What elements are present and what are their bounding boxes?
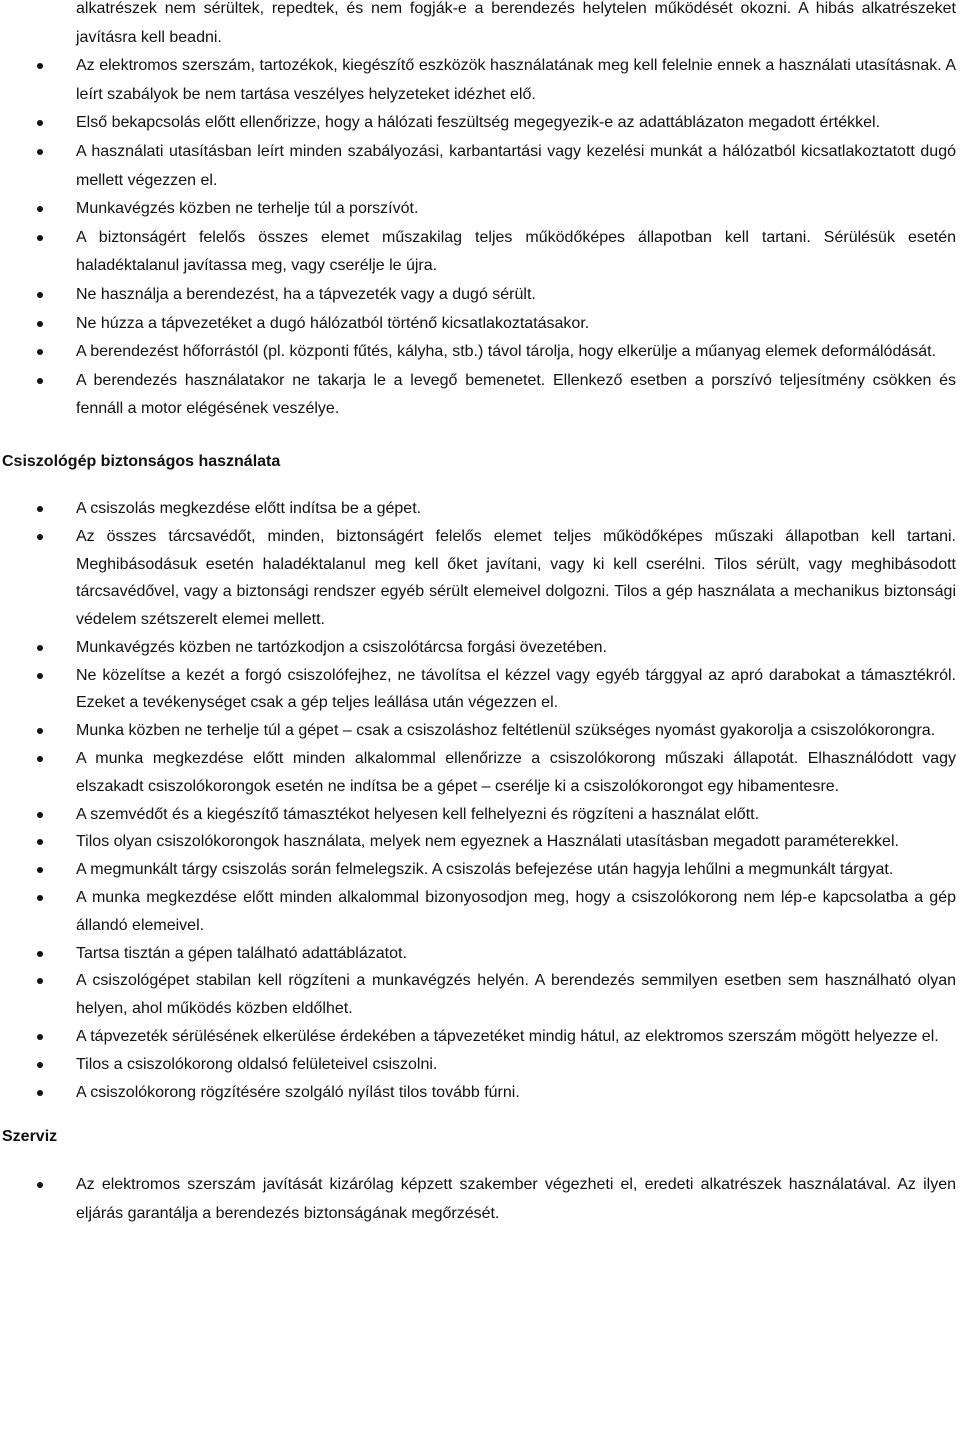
bullet-icon xyxy=(37,1090,43,1096)
list-item xyxy=(0,856,960,884)
list-item-text: A szemvédőt és a kiegészítő támasztékot helyesen kell felhelyezni és rögzíteni a használat előtt. xyxy=(76,805,760,823)
list-item-text: A használati utasításban leírt minden szabályozási, karbantartási vagy kezelési munkát a hálózatból kicsatlakoztatott dugó mellett végezzen el. xyxy=(76,142,956,189)
bullet-icon xyxy=(37,1062,43,1068)
list-item-text: A csiszolókorong rögzítésére szolgáló nyílást tilos tovább fúrni. xyxy=(76,1083,520,1101)
list-item xyxy=(0,1171,960,1228)
bullet-icon xyxy=(37,978,43,984)
list-item-text: A berendezés használatakor ne takarja le a levegő bemenetet. Ellenkező esetben a porszívó teljesítmény csökken és fennáll a motor elégésének veszélye. xyxy=(76,371,956,418)
list-item xyxy=(0,495,960,523)
list-item-text: Ne húzza a tápvezetéket a dugó hálózatból történő kicsatlakoztatásakor. xyxy=(76,314,590,332)
bullet-icon xyxy=(37,1182,43,1188)
list-item-text: A tápvezeték sérülésének elkerülése érdekében a tápvezetéket mindig hátul, az elektromos szerszám mögött helyezze el. xyxy=(76,1028,939,1046)
list-item-text: A csiszológépet stabilan kell rögzíteni a munkavégzés helyén. A berendezés semmilyen esetben sem használható olyan helyen, ahol működés közben eldőlhet. xyxy=(76,972,956,1018)
bullet-icon xyxy=(37,321,43,327)
bullet-icon xyxy=(37,149,43,155)
bullet-icon xyxy=(37,867,43,873)
section-heading-grinder-safety: Csiszológép biztonságos használata xyxy=(2,452,281,470)
list-item xyxy=(0,367,960,424)
list-item-text: Munkavégzés közben ne terhelje túl a porszívót. xyxy=(76,200,419,218)
list-item-text: Tilos a csiszolókorong oldalsó felületeivel csiszolni. xyxy=(76,1055,438,1073)
bullet-icon xyxy=(37,534,43,540)
bullet-icon xyxy=(37,292,43,298)
list-item xyxy=(0,195,960,224)
bullet-icon xyxy=(37,756,43,762)
list-item xyxy=(0,828,960,856)
list-item-text: Az összes tárcsavédőt, minden, biztonságért felelős elemet teljes működőképes műszaki állapotban kell tartani. Meghibásodásuk esetén haladéktalanul meg kell őket javítani, vagy ki kell cserélni. Tilos sérült, vagy meghibásodott tárcsavédővel, vagy a biztonsági rendszer egyéb sérült elemeivel dolgozni. Tilos a gép használata a mechanikus biztonsági védelem szétszerelt elemei mellett. xyxy=(76,527,956,629)
list-item xyxy=(0,745,960,801)
bullet-icon xyxy=(37,728,43,734)
list-item-text: Az elektromos szerszám javítását kizárólag képzett szakember végezheti el, eredeti alkatrészek használatával. Az ilyen eljárás garantálja a berendezés biztonságának megőrzését. xyxy=(76,1176,956,1223)
list-item xyxy=(0,281,960,310)
bullet-icon xyxy=(37,235,43,241)
list-item xyxy=(0,717,960,745)
list-item-text: A megmunkált tárgy csiszolás során felmelegszik. A csiszolás befejezése után hagyja lehűlni a megmunkált tárgyat. xyxy=(76,861,894,879)
list-item xyxy=(0,1079,960,1107)
list-item xyxy=(0,0,960,52)
bullet-icon xyxy=(37,895,43,901)
bullet-icon xyxy=(37,951,43,957)
list-item-text: Ne közelítse a kezét a forgó csiszolófejhez, ne távolítsa el kézzel vagy egyéb tárggyal az apró darabokat a támasztékról. Ezeket a tevékenységet csak a gép teljes leállása után végezzen el. xyxy=(76,666,956,712)
list-item xyxy=(0,1023,960,1051)
list-item-text: Tartsa tisztán a gépen található adattáblázatot. xyxy=(76,944,407,962)
list-item xyxy=(0,52,960,109)
safety-list-grinder xyxy=(0,495,960,1107)
list-item-text: A berendezést hőforrástól (pl. központi fűtés, kályha, stb.) távol tárolja, hogy elkerülje a műanyag elemek deformálódását. xyxy=(76,343,937,361)
bullet-icon xyxy=(37,120,43,126)
bullet-icon xyxy=(37,349,43,355)
list-item-text: Tilos olyan csiszolókorongok használata, melyek nem egyeznek a Használati utasításban megadott paraméterekkel. xyxy=(76,833,899,851)
list-item-text: A munka megkezdése előtt minden alkalommal ellenőrizze a csiszolókorong műszaki állapotát. Elhasználódott vagy elszakadt csiszolókorongok esetén ne indítsa be a gépet – cserélje ki a csiszolókorongot egy hibamentesre. xyxy=(76,750,956,795)
bullet-icon xyxy=(37,1034,43,1040)
service-list xyxy=(0,1171,960,1228)
list-item xyxy=(0,801,960,829)
section-heading-service: Szerviz xyxy=(2,1128,58,1146)
list-item-text: A csiszolás megkezdése előtt indítsa be a gépet. xyxy=(76,499,422,517)
safety-list-general xyxy=(0,0,960,424)
bullet-icon xyxy=(37,378,43,384)
list-item-text: alkatrészek nem sérültek, repedtek, és nem fogják-e a berendezés helytelen működését okozni. A hibás alkatrészeket javításra kell beadni. xyxy=(76,0,956,46)
list-item xyxy=(0,109,960,138)
list-item-text: Ne használja a berendezést, ha a tápvezeték vagy a dugó sérült. xyxy=(76,285,536,303)
list-item-text: A munka megkezdése előtt minden alkalommal bizonyosodjon meg, hogy a csiszolókorong nem lép-e kapcsolatba a gép állandó elemeivel. xyxy=(76,889,956,934)
list-item-text: Munka közben ne terhelje túl a gépet – csak a csiszoláshoz feltétlenül szükséges nyomást gyakorolja a csiszolókorongra. xyxy=(76,722,936,740)
list-item-text: Az elektromos szerszám, tartozékok, kiegészítő eszközök használatának meg kell felelnie ennek a használati utasításnak. A leírt szabályok be nem tartása veszélyes helyzeteket idézhet elő. xyxy=(76,57,956,103)
list-item xyxy=(0,338,960,367)
list-item xyxy=(0,224,960,281)
bullet-icon xyxy=(37,812,43,818)
list-item xyxy=(0,940,960,968)
list-item-text: A biztonságért felelős összes elemet műszakilag teljes működőképes állapotban kell tartani. Sérülésük esetén haladéktalanul javítassa meg, vagy cserélje le újra. xyxy=(76,228,956,275)
list-item xyxy=(0,634,960,662)
bullet-icon xyxy=(37,645,43,651)
list-item xyxy=(0,662,960,718)
list-item xyxy=(0,884,960,940)
list-item-text: Első bekapcsolás előtt ellenőrizze, hogy a hálózati feszültség megegyezik-e az adattáblázaton megadott értékkel. xyxy=(76,114,881,132)
list-item xyxy=(0,1051,960,1079)
bullet-icon xyxy=(37,839,43,845)
bullet-icon xyxy=(37,206,43,212)
bullet-icon xyxy=(37,506,43,512)
bullet-icon xyxy=(37,673,43,679)
list-item xyxy=(0,310,960,339)
bullet-icon xyxy=(37,63,43,69)
list-item xyxy=(0,967,960,1023)
list-item-text: Munkavégzés közben ne tartózkodjon a csiszolótárcsa forgási övezetében. xyxy=(76,638,607,656)
list-item xyxy=(0,138,960,195)
list-item xyxy=(0,523,960,634)
